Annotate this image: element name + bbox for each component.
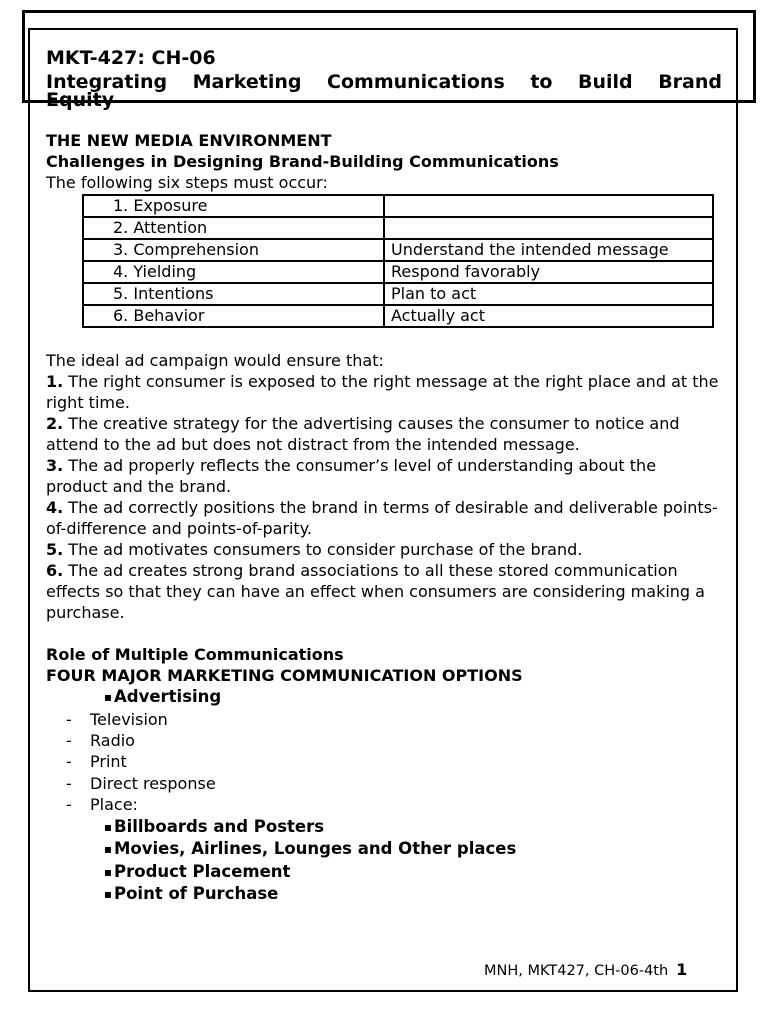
course-code: MKT-427: CH-06 (46, 47, 216, 69)
ideal-item-text: The ad creates strong brand associations to all these stored communication effects so that they can have an effect when consumers are considering making a purchase. (46, 561, 705, 622)
ideal-item-number: 2. (46, 414, 64, 433)
ideal-item (46, 560, 722, 623)
list-item: - Place: (46, 794, 722, 815)
list-item: ▪ Billboards and Posters (46, 816, 722, 839)
page-number: 1 (676, 960, 688, 979)
list-item: - Direct response (46, 773, 722, 794)
section-subheading-challenges: Challenges in Designing Brand-Building Communications (46, 152, 559, 171)
ideal-intro: The ideal ad campaign would ensure that: (46, 351, 384, 370)
ideal-item-number: 6. (46, 561, 64, 580)
ideal-item-text: The creative strategy for the advertising causes the consumer to notice and attend to the ad but does not distract from the intended message. (46, 414, 680, 454)
step-name: 3. Comprehension (83, 239, 384, 261)
ideal-item-text: The ad motivates consumers to consider purchase of the brand. (63, 540, 583, 559)
section-heading-multiple-communications: Role of Multiple Communications (46, 645, 344, 664)
step-desc: Plan to act (384, 283, 713, 305)
step-name: 2. Attention (83, 217, 384, 239)
section-heading-media: THE NEW MEDIA ENVIRONMENT (46, 131, 332, 150)
list-item: - Radio (46, 730, 722, 751)
table-row (83, 239, 713, 261)
step-desc: Actually act (384, 305, 713, 327)
table-row (83, 195, 713, 217)
footer-label: MNH, MKT427, CH-06-4th (484, 963, 669, 979)
ideal-item (46, 413, 722, 455)
list-item: - Television (46, 709, 722, 730)
place-bullet-list (46, 816, 722, 906)
ideal-item-number: 3. (46, 456, 64, 475)
list-item: ▪ Point of Purchase (46, 883, 722, 906)
steps-table (82, 194, 714, 328)
step-desc (384, 195, 713, 217)
list-item: ▪ Advertising (46, 686, 722, 709)
steps-intro: The following six steps must occur: (46, 173, 328, 192)
ideal-item-text: The ad properly reflects the consumer’s level of understanding about the product and the brand. (46, 456, 657, 496)
step-desc (384, 217, 713, 239)
step-name: 1. Exposure (83, 195, 384, 217)
section-subheading-options: FOUR MAJOR MARKETING COMMUNICATION OPTIONS (46, 666, 523, 685)
ideal-campaign-section (46, 350, 722, 623)
list-item: - Print (46, 751, 722, 772)
ideal-item-number: 1. (46, 372, 64, 391)
ideal-item (46, 497, 722, 539)
ideal-item-number: 5. (46, 540, 64, 559)
advertising-media-list (46, 709, 722, 816)
ideal-item-number: 4. (46, 498, 64, 517)
step-name: 5. Intentions (83, 283, 384, 305)
step-name: 6. Behavior (83, 305, 384, 327)
document-content (46, 46, 722, 906)
step-desc: Respond favorably (384, 261, 713, 283)
chapter-title-continued: Equity (46, 89, 115, 111)
table-row (83, 217, 713, 239)
ideal-item-text: The right consumer is exposed to the right message at the right place and at the right time. (46, 372, 719, 412)
chapter-title: Integrating Marketing Communications to Build Brand (46, 71, 722, 93)
table-row (83, 261, 713, 283)
table-row (83, 283, 713, 305)
ideal-item (46, 371, 722, 413)
page-footer (484, 960, 687, 979)
table-row (83, 305, 713, 327)
step-desc: Understand the intended message (384, 239, 713, 261)
ideal-item-text: The ad correctly positions the brand in terms of desirable and deliverable points-of-difference and points-of-parity. (46, 498, 718, 538)
options-bullet-list (46, 686, 722, 709)
list-item: ▪ Product Placement (46, 861, 722, 884)
ideal-item (46, 539, 722, 560)
list-item: ▪ Movies, Airlines, Lounges and Other places (46, 838, 722, 861)
step-name: 4. Yielding (83, 261, 384, 283)
ideal-item (46, 455, 722, 497)
